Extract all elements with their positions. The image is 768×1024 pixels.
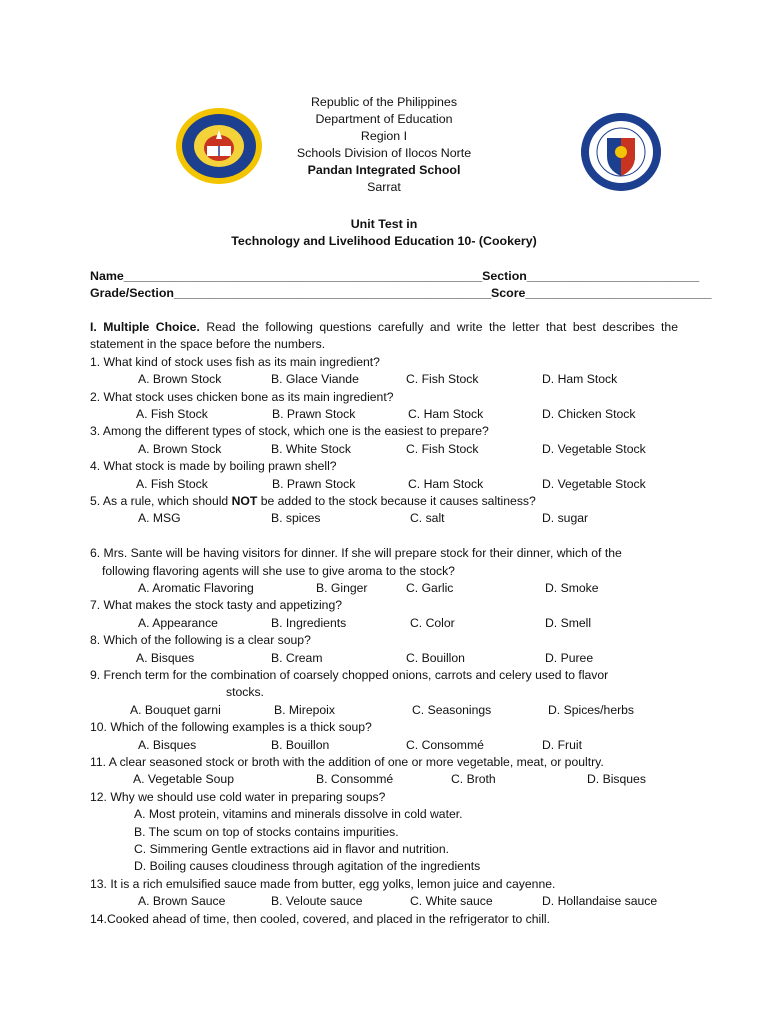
option: C. Ham Stock: [408, 407, 484, 422]
question-5: [90, 493, 678, 510]
option: A. Vegetable Soup: [133, 772, 234, 787]
option: B. Prawn Stock: [272, 476, 356, 491]
question-2-options: [90, 406, 678, 423]
option: B. The scum on top of stocks contains impurities.: [134, 824, 399, 839]
question-5-emphasis: NOT: [231, 494, 258, 508]
option: A. Fish Stock: [136, 476, 208, 491]
header-line-republic: Republic of the Philippines: [310, 95, 458, 109]
option: B. Glace Viande: [271, 372, 359, 387]
question-10-options: [90, 737, 678, 754]
question-8-options: [90, 650, 678, 667]
question-12: 12. Why we should use cold water in preparing soups?: [90, 789, 386, 804]
instructions-label: I. Multiple Choice.: [90, 320, 200, 334]
option: D. Vegetable Stock: [542, 441, 646, 456]
letterhead: [0, 94, 768, 196]
question-7-options: [90, 615, 678, 632]
question-13: 13. It is a rich emulsified sauce made from butter, egg yolks, lemon juice and cayenne.: [90, 876, 556, 891]
instructions: [90, 319, 678, 354]
question-9: [90, 667, 678, 702]
question-6-options: [90, 580, 678, 597]
question-1: 1. What kind of stock uses fish as its main ingredient?: [90, 354, 380, 369]
option: D. Fruit: [542, 737, 582, 752]
student-fields: [90, 268, 712, 302]
title-line-1: Unit Test in: [350, 217, 418, 231]
school-town: Sarrat: [367, 180, 401, 194]
school-name: Pandan Integrated School: [307, 163, 461, 177]
question-9-line-1: 9. French term for the combination of coarsely chopped onions, carrots and celery used to flavor: [90, 667, 609, 682]
option: A. Brown Sauce: [138, 894, 226, 909]
question-11: 11. A clear seasoned stock or broth with the addition of one or more vegetable, meat, or poultry.: [90, 754, 604, 769]
question-6: [90, 545, 678, 580]
option: C. White sauce: [410, 894, 493, 909]
option: C. Consommé: [406, 737, 484, 752]
question-4: 4. What stock is made by boiling prawn shell?: [90, 459, 337, 474]
option: D. Smell: [545, 615, 592, 630]
option: B. Prawn Stock: [272, 407, 356, 422]
question-13-options: [90, 893, 678, 910]
header-line-division: Schools Division of Ilocos Norte: [296, 146, 472, 160]
option: A. Bisques: [136, 650, 195, 665]
option: A. Aromatic Flavoring: [138, 581, 254, 595]
option: C. Seasonings: [412, 702, 492, 717]
option: C. Broth: [451, 772, 496, 787]
instructions-text: Read the following questions carefully and write the letter that best describes the statement in the space before the numbers.: [90, 320, 678, 352]
option: A. Brown Stock: [138, 441, 222, 456]
title-line-2: Technology and Livelihood Education 10- (Cookery): [231, 234, 537, 248]
question-8: 8. Which of the following is a clear soup?: [90, 633, 311, 648]
question-5-text-a: 5. As a rule, which should: [90, 494, 232, 508]
option: D. Chicken Stock: [542, 407, 636, 422]
option: C. Color: [410, 615, 455, 630]
option: D. Smoke: [545, 581, 599, 595]
question-10: 10. Which of the following examples is a thick soup?: [90, 720, 372, 735]
question-7: 7. What makes the stock tasty and appetizing?: [90, 598, 343, 613]
option: A. Bouquet garni: [130, 702, 221, 717]
option: A. Fish Stock: [136, 407, 208, 422]
option: A. Bisques: [138, 737, 197, 752]
option: A. Most protein, vitamins and minerals dissolve in cold water.: [134, 807, 463, 822]
exam-title: [0, 216, 768, 250]
option: D. Spices/herbs: [548, 702, 635, 717]
header-line-department: Department of Education: [315, 112, 453, 126]
question-1-options: [90, 371, 678, 388]
question-3-options: [90, 441, 678, 458]
question-5-options: [90, 510, 678, 527]
option: C. Simmering Gentle extractions aid in flavor and nutrition.: [134, 842, 449, 856]
option: B. Cream: [271, 650, 323, 665]
option: B. Consommé: [316, 772, 394, 787]
question-11-options: [90, 771, 678, 788]
header-line-region: Region I: [360, 129, 408, 143]
option: B. Bouillon: [271, 737, 330, 752]
option: D. Bisques: [587, 772, 646, 787]
question-12-options: [90, 806, 678, 876]
option: A. Appearance: [138, 615, 218, 630]
option: C. Fish Stock: [406, 372, 479, 387]
option: B. Ingredients: [271, 615, 347, 630]
option: C. Ham Stock: [408, 476, 484, 491]
question-5-text-b: be added to the stock because it causes saltiness?: [257, 494, 536, 508]
question-6-line-2: following flavoring agents will she use to give aroma to the stock?: [102, 563, 455, 578]
option: C. Garlic: [406, 581, 454, 595]
question-6-line-1: 6. Mrs. Sante will be having visitors for dinner. If she will prepare stock for their dinner, which of the: [90, 546, 622, 561]
option: B. Mirepoix: [274, 702, 335, 717]
question-2: 2. What stock uses chicken bone as its main ingredient?: [90, 389, 394, 404]
option: A. Brown Stock: [138, 372, 222, 387]
question-9-line-2: stocks.: [226, 685, 264, 700]
name-section-field[interactable]: Name____________________________________________________Section_________________________: [90, 269, 700, 283]
option: B. White Stock: [271, 441, 351, 456]
option: D. Boiling causes cloudiness through agitation of the ingredients: [134, 859, 481, 874]
option: D. Ham Stock: [542, 372, 618, 387]
question-3: 3. Among the different types of stock, which one is the easiest to prepare?: [90, 424, 489, 439]
grade-score-field[interactable]: Grade/Section______________________________________________Score___________________________: [90, 286, 712, 300]
option: C. salt: [410, 511, 445, 526]
option: B. spices: [271, 511, 321, 526]
question-9-options: [90, 702, 678, 719]
option: B. Ginger: [316, 581, 368, 595]
option: C. Bouillon: [406, 650, 465, 665]
question-4-options: [90, 476, 678, 493]
spacer: [90, 528, 678, 545]
exam-content: [90, 319, 678, 928]
question-14: 14.Cooked ahead of time, then cooled, covered, and placed in the refrigerator to chill.: [90, 911, 551, 926]
option: D. Hollandaise sauce: [542, 894, 658, 909]
option: C. Fish Stock: [406, 441, 479, 456]
option: B. Veloute sauce: [271, 894, 363, 909]
option: D. sugar: [542, 511, 589, 526]
option: D. Puree: [545, 650, 594, 665]
option: D. Vegetable Stock: [542, 476, 646, 491]
option: A. MSG: [138, 511, 181, 526]
